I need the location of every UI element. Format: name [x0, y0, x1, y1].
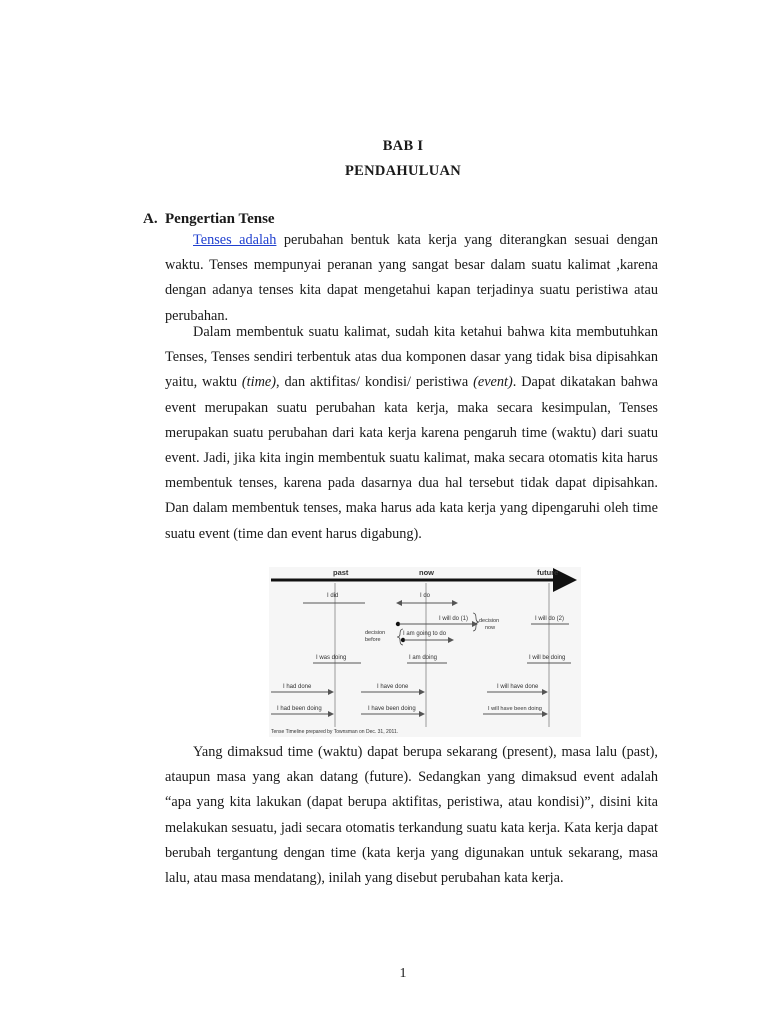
- label-decision-now: decision: [479, 618, 500, 624]
- label-i-will-have-done: I will have done: [497, 684, 539, 690]
- paragraph-2-part2: , dan aktifitas/ kondisi/ peristiwa: [276, 374, 474, 391]
- label-i-have-been-doing: I have been doing: [368, 706, 416, 712]
- paragraph-1: [165, 228, 658, 329]
- label-i-am-doing: I am doing: [409, 655, 438, 661]
- axis-now-label: now: [419, 568, 434, 577]
- paragraph-2-part3: . Dapat dikatakan bahwa event merupakan suatu perubahan kata kerja, maka secara kesimpulan, Tenses merupakan suatu perubahan dari kata kerja karena pengaruh time (waktu) dari suatu event. Jadi, jika kita ingin membentuk suatu kalimat, maka secara otomatis kita harus membentuk tenses, karena pada dasarnya dua hal tersebut tidak dapat dipisahkan. Dan dalam membentuk tenses, maka harus ada kata kerja yang dipengaruhi oleh time suatu event (time dan event harus digabung).: [165, 374, 659, 542]
- label-i-will-be-doing: I will be doing: [529, 655, 566, 661]
- section-heading: [143, 211, 275, 228]
- label-decision-before-2: before: [365, 637, 381, 643]
- section-title: Pengertian Tense: [165, 211, 275, 227]
- axis-future-label: future: [537, 568, 559, 577]
- label-i-did: I did: [327, 593, 339, 599]
- paragraph-2-part1: Dalam membentuk suatu kalimat, sudah kita ketahui bahwa kita membutuhkan Tenses, Tenses sendiri terbentuk atas dua komponen dasar yang tidak bisa dipisahkan yaitu, waktu: [165, 324, 658, 391]
- paragraph-2: [165, 320, 658, 547]
- label-decision-before: decision: [365, 630, 386, 636]
- event-term: (event): [473, 374, 513, 391]
- chapter-number: BAB I: [382, 138, 424, 154]
- decision-brace: [473, 613, 479, 631]
- label-i-will-have-been-doing: I will have been doing: [488, 706, 542, 712]
- paragraph-3: [165, 740, 658, 891]
- chapter-title: PENDAHULUAN: [344, 163, 462, 179]
- paragraph-1-text: perubahan bentuk kata kerja yang diterangkan sesuai dengan waktu. Tenses mempunyai peranan yang sangat besar dalam suatu kalimat ,karena dengan adanya tenses kita dapat mengetahui kapan terjadinya suatu peristiwa atau perubahan.: [165, 232, 658, 324]
- label-i-had-been-doing: I had been doing: [277, 706, 322, 712]
- tense-timeline-diagram: [269, 567, 581, 737]
- label-i-will-do-2: I will do (2): [535, 616, 565, 622]
- section-number: A.: [143, 211, 158, 227]
- label-i-will-do-1: I will do (1): [439, 616, 469, 622]
- label-i-was-doing: I was doing: [316, 655, 347, 661]
- paragraph-3-text: Yang dimaksud time (waktu) dapat berupa sekarang (present), masa lalu (past), ataupun masa yang akan datang (future). Sedangkan yang dimaksud event adalah “apa yang kita lakukan (dapat berupa aktifitas, peristiwa, atau kondisi)”, disini kita melakukan sesuatu, jadi secara otomatis terkandung suatu kata kerja. Kata kerja dapat berubah tergantung dengan time (kata kerja yang digunakan untuk sekarang, masa lalu, atau masa mendatang), inilah yang disebut perubahan kata kerja.: [165, 744, 658, 887]
- time-term: (time): [241, 374, 276, 391]
- tenses-link[interactable]: Tenses adalah: [193, 232, 277, 248]
- figure-caption: Tense Timeline prepared by Townsman on Dec. 31, 2011.: [271, 729, 399, 735]
- label-i-do: I do: [420, 593, 431, 599]
- axis-past-label: past: [333, 568, 349, 577]
- tense-timeline-figure: [269, 567, 581, 737]
- label-going-to: I am going to do: [403, 631, 447, 637]
- label-decision-now-2: now: [485, 625, 496, 631]
- page-number: 1: [399, 966, 407, 981]
- label-i-had-done: I had done: [283, 684, 312, 690]
- label-i-have-done: I have done: [377, 684, 409, 690]
